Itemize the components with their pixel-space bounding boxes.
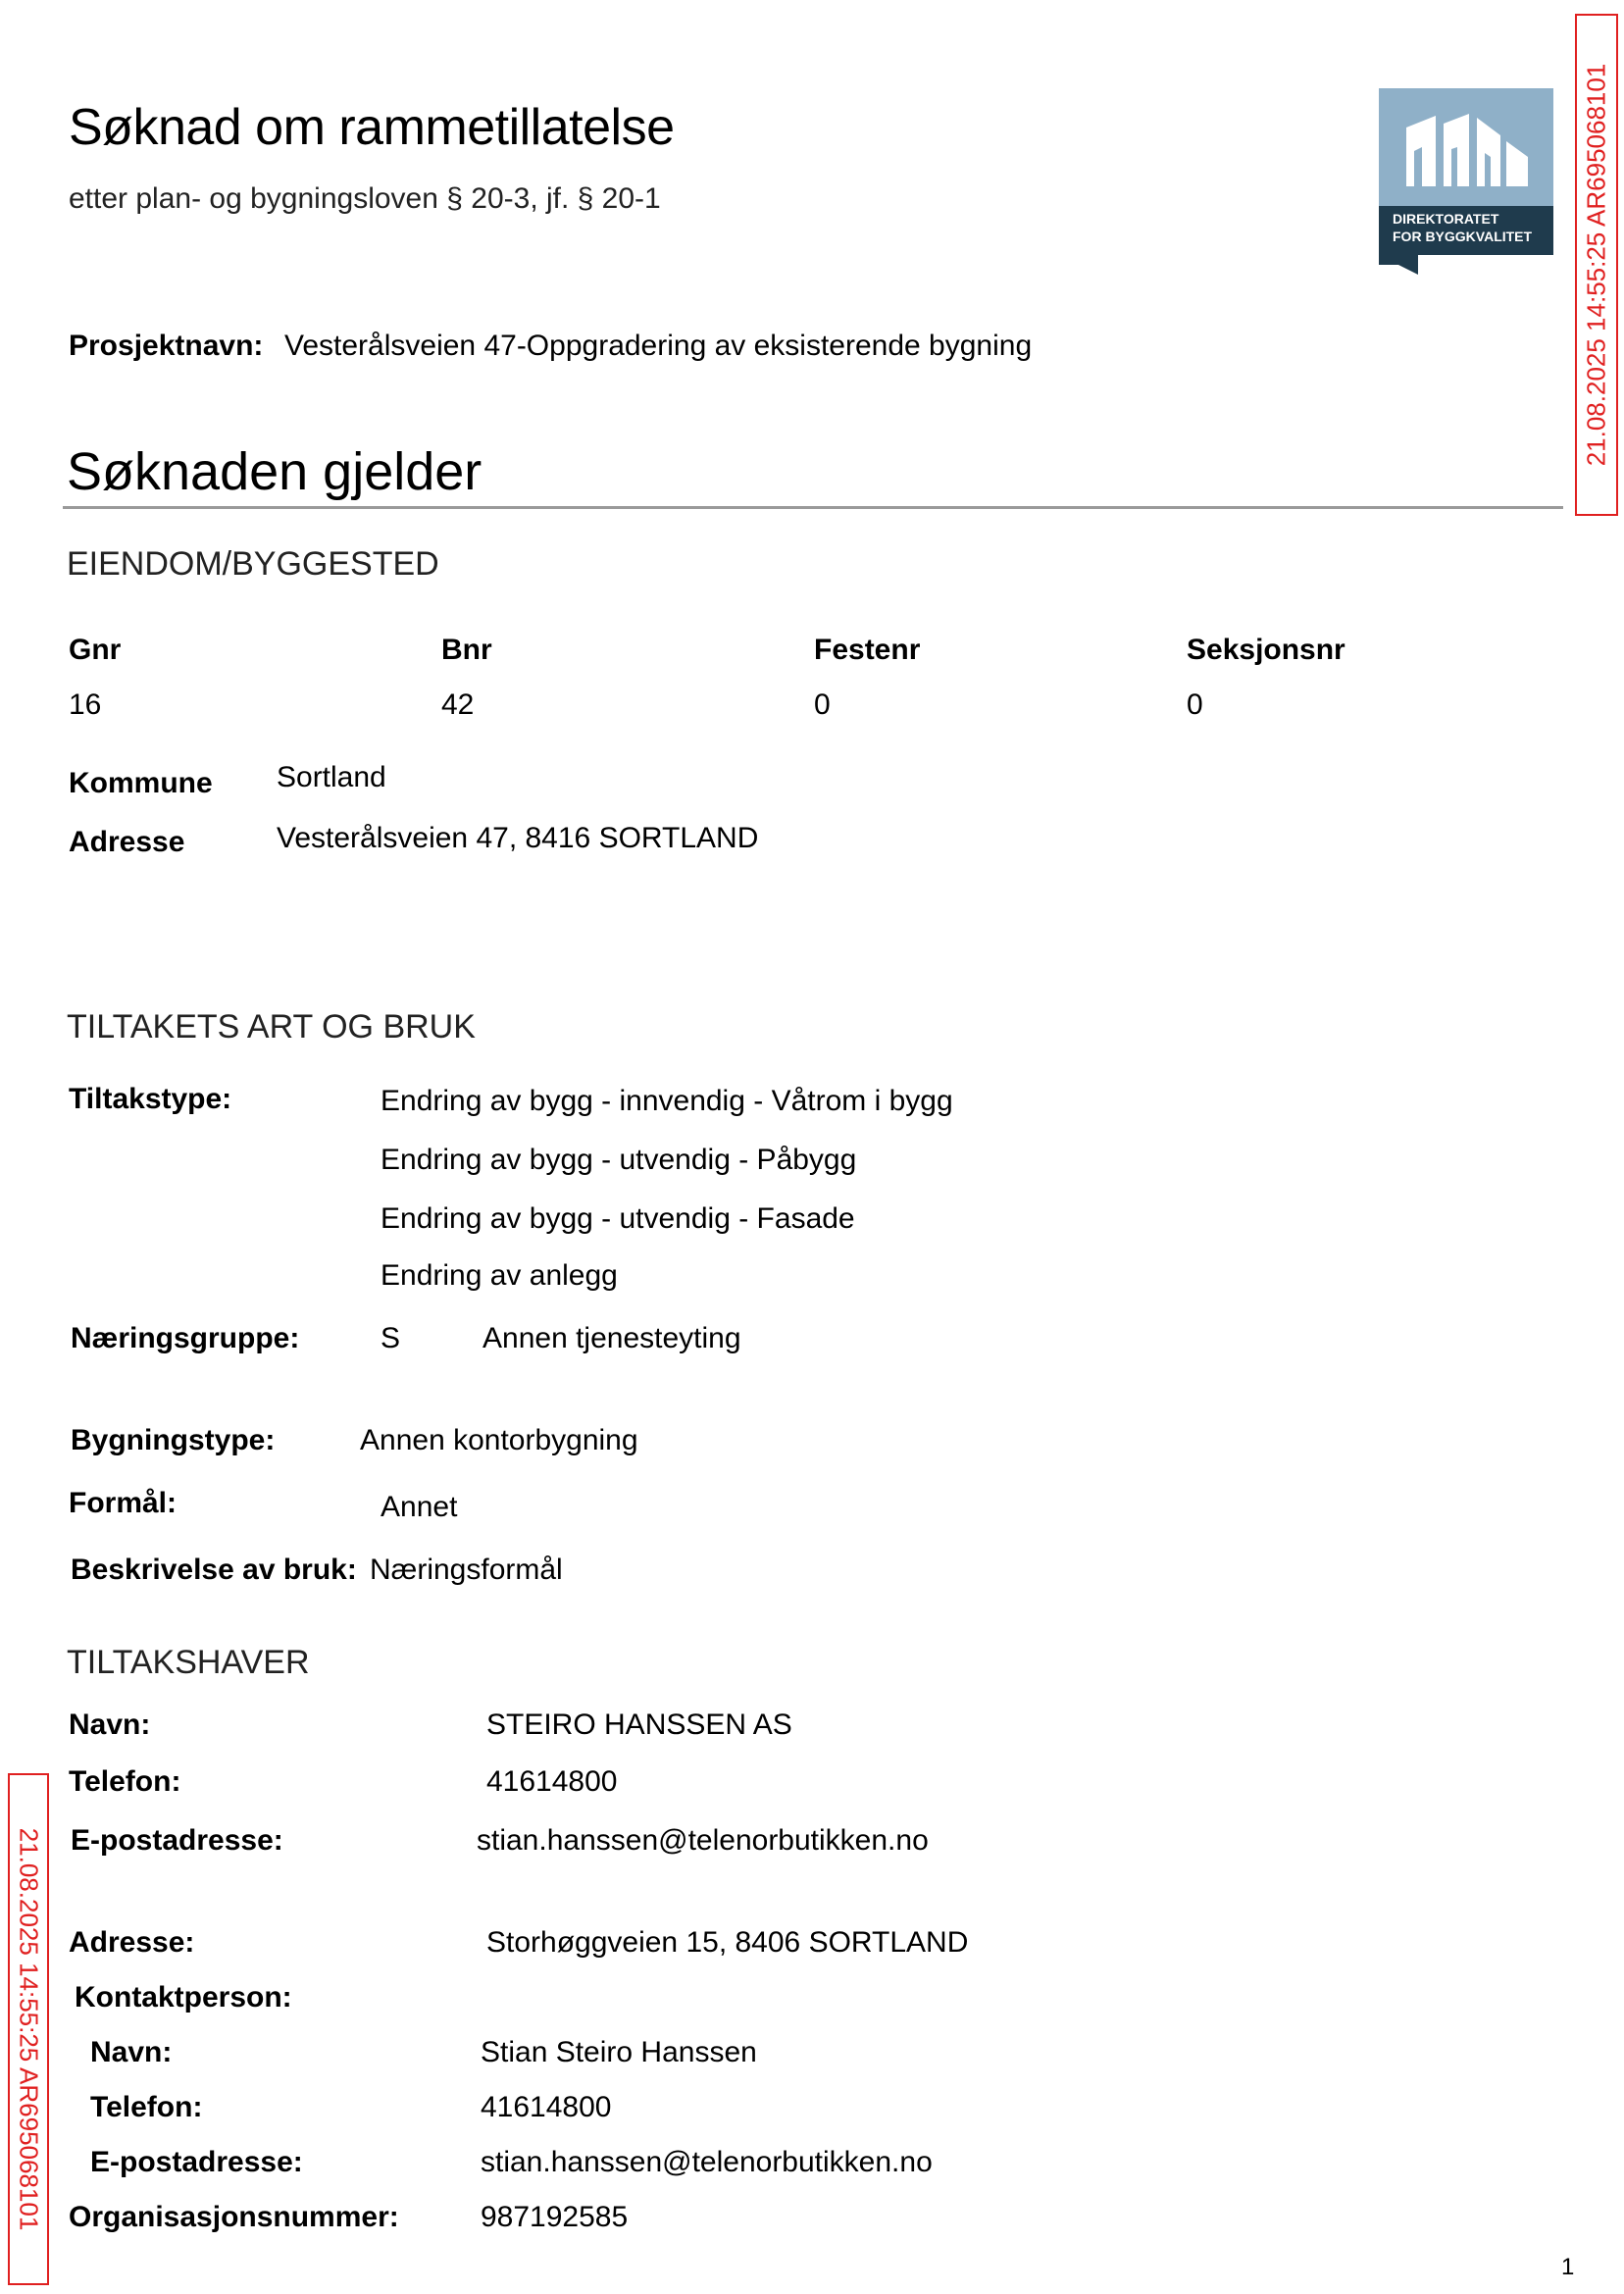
kontakt-epost-value: stian.hanssen@telenorbutikken.no xyxy=(481,2146,933,2178)
dibk-logo-graphic xyxy=(1379,88,1553,275)
timestamp-stamp-left xyxy=(8,1773,49,2285)
project-name-label: Prosjektnavn: xyxy=(69,330,264,362)
naeringsgruppe-label: Næringsgruppe: xyxy=(71,1322,300,1354)
project-name-value: Vesterålsveien 47-Oppgradering av eksisterende bygning xyxy=(284,330,1033,362)
epost-label: E-postadresse: xyxy=(71,1824,283,1857)
telefon-value: 41614800 xyxy=(486,1765,618,1798)
property-heading: EIENDOM/BYGGESTED xyxy=(67,545,439,583)
bruk-label: Beskrivelse av bruk: xyxy=(71,1554,357,1586)
bygningstype-label: Bygningstype: xyxy=(71,1424,276,1456)
section-title: Søknaden gjelder xyxy=(67,442,482,501)
org-value: 987192585 xyxy=(481,2201,629,2233)
festenr-label: Festenr xyxy=(814,634,921,666)
tiltakstype-label: Tiltakstype: xyxy=(69,1083,232,1115)
logo-text-line1: DIREKTORATET xyxy=(1393,211,1499,227)
epost-value: stian.hanssen@telenorbutikken.no xyxy=(477,1824,929,1857)
logo-text-line2: FOR BYGGKVALITET xyxy=(1393,229,1533,244)
gnr-value: 16 xyxy=(69,688,102,721)
tiltak-heading: TILTAKETS ART OG BRUK xyxy=(67,1008,476,1045)
seksjonsnr-label: Seksjonsnr xyxy=(1187,634,1345,666)
timestamp-stamp-right xyxy=(1575,14,1618,516)
kontakt-telefon-value: 41614800 xyxy=(481,2091,612,2123)
tiltakstype-item: Endring av bygg - utvendig - Fasade xyxy=(381,1202,855,1235)
dibk-logo xyxy=(1379,88,1553,275)
kommune-label: Kommune xyxy=(69,767,213,799)
naeringsgruppe-value: Annen tjenesteyting xyxy=(482,1322,741,1354)
naeringsgruppe-code: S xyxy=(381,1322,401,1354)
kontakt-telefon-label: Telefon: xyxy=(90,2091,203,2123)
festenr-value: 0 xyxy=(814,688,831,721)
kontakt-navn-label: Navn: xyxy=(90,2036,173,2068)
gnr-label: Gnr xyxy=(69,634,122,666)
navn-label: Navn: xyxy=(69,1708,151,1741)
tiltakshaver-adresse-label: Adresse: xyxy=(69,1926,195,1959)
formal-label: Formål: xyxy=(69,1487,178,1519)
document-title: Søknad om rammetillatelse xyxy=(69,99,675,156)
bygningstype-value: Annen kontorbygning xyxy=(360,1424,638,1456)
tiltakstype-item: Endring av bygg - utvendig - Påbygg xyxy=(381,1144,857,1176)
tiltakstype-item: Endring av anlegg xyxy=(381,1259,618,1292)
tiltakshaver-heading: TILTAKSHAVER xyxy=(67,1644,310,1681)
kontakt-epost-label: E-postadresse: xyxy=(90,2146,303,2178)
formal-value: Annet xyxy=(381,1491,458,1523)
stamp-left-text: 21.08.2025 14:55:25 AR695068101 xyxy=(14,1827,44,2231)
stamp-right-text: 21.08.2025 14:55:25 AR695068101 xyxy=(1581,63,1611,467)
bruk-value: Næringsformål xyxy=(370,1554,563,1586)
bnr-value: 42 xyxy=(441,688,475,721)
tiltakstype-item: Endring av bygg - innvendig - Våtrom i bygg xyxy=(381,1085,953,1117)
adresse-value: Vesterålsveien 47, 8416 SORTLAND xyxy=(277,822,759,854)
bnr-label: Bnr xyxy=(441,634,492,666)
page-number: 1 xyxy=(1561,2254,1575,2280)
kontaktperson-label: Kontaktperson: xyxy=(75,1981,292,2014)
telefon-label: Telefon: xyxy=(69,1765,181,1798)
kommune-value: Sortland xyxy=(277,761,386,793)
kontakt-navn-value: Stian Steiro Hanssen xyxy=(481,2036,757,2068)
navn-value: STEIRO HANSSEN AS xyxy=(486,1708,792,1741)
document-subtitle: etter plan- og bygningsloven § 20-3, jf. § 20-1 xyxy=(69,182,661,215)
seksjonsnr-value: 0 xyxy=(1187,688,1203,721)
section-divider xyxy=(63,506,1563,509)
org-label: Organisasjonsnummer: xyxy=(69,2201,399,2233)
adresse-label: Adresse xyxy=(69,826,185,858)
tiltakshaver-adresse-value: Storhøggveien 15, 8406 SORTLAND xyxy=(486,1926,969,1959)
